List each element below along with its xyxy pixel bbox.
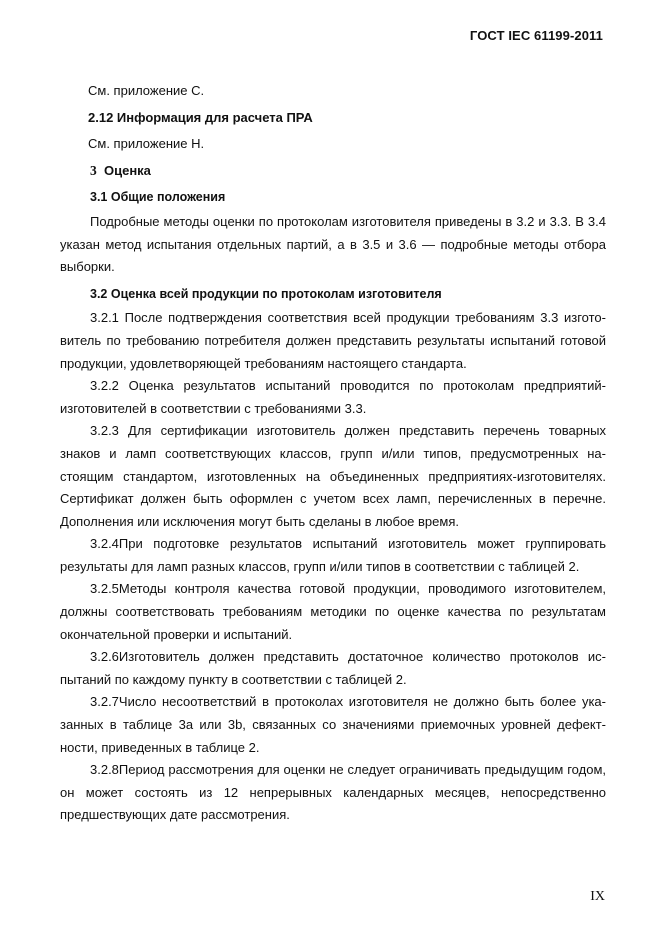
page-number: IX xyxy=(590,889,605,904)
paragraph-3-2-1: 3.2.1 После подтверждения соответствия всей продукции требованиям 3.3 изготовитель по требованию потребителя должен представить результаты испытаний готовой продукции, удовлетворяющей требованиям настоящего стандарта. xyxy=(60,310,606,371)
paragraph-3-2-6: 3.2.6Изготовитель должен представить достаточное количество протоколов испытаний по каждому пункту в соответствии с таблицей 2. xyxy=(60,649,606,687)
see-appendix-h: См. приложение Н. xyxy=(88,136,205,152)
document-body xyxy=(60,80,606,827)
see-appendix-c: См. приложение С. xyxy=(88,83,205,98)
paragraph-3-2-4: 3.2.4При подготовке результатов испытаний изготовитель может группировать результаты для ламп разных классов, групп и/или типов в соответствии с таблицей 2. xyxy=(60,536,606,574)
section-3-1-text: Подробные методы оценки по протоколам изготовителя приведены в 3.2 и 3.3. В 3.4 указан метод испытания отдельных партий, а в 3.5 и 3.6 — подробные методы отбора выборки. xyxy=(60,213,606,275)
section-3-title xyxy=(60,160,606,183)
section-3-2-heading: 3.2 Оценка всей продукции по протоколам изготовителя xyxy=(90,286,442,301)
paragraph-3-2-5: 3.2.5Методы контроля качества готовой продукции, проводимого изготовителем, должны соответствовать требованиям методики по оценке качества по результатам окончательной проверки и испытаний. xyxy=(60,581,606,642)
section-3-1-heading: 3.1 Общие положения xyxy=(90,190,226,205)
paragraph-3-2-7: 3.2.7Число несоответствий в протоколах изготовителя не должно быть более указанных в таблице 3а или 3b, связанных со значениями приемочных уровней дефектности, приведенных в таблице 2. xyxy=(60,694,606,755)
paragraph-3-2-2: 3.2.2 Оценка результатов испытаний проводится по протоколам предприятий-изготовителей в соответствии с требованиями 3.3. xyxy=(60,378,606,416)
paragraph-3-2-3: 3.2.3 Для сертификации изготовитель должен представить перечень товарных знаков и ламп соответствующих классов, групп и/или типов, предусмотренных настоящим стандартом, изготовленных на объединенных предприятиях-изготовителях. Сертификат должен быть оформлен с учетом всех ламп, перечисленных в перечне. Дополнения или исключения могут быть сделаны в любое время. xyxy=(60,423,606,529)
section-3-number: 3 xyxy=(90,162,97,178)
document-header: ГОСТ IEC 61199-2011 xyxy=(469,28,603,43)
section-2-12-heading: 2.12 Информация для расчета ПРА xyxy=(88,109,313,125)
section-3-label: Оценка xyxy=(103,162,151,178)
paragraph-3-2-8: 3.2.8Период рассмотрения для оценки не следует ограничивать предыдущим годом, он может состоять из 12 непрерывных календарных месяцев, непосредственно предшествующих дате рассмотрения. xyxy=(60,762,606,823)
